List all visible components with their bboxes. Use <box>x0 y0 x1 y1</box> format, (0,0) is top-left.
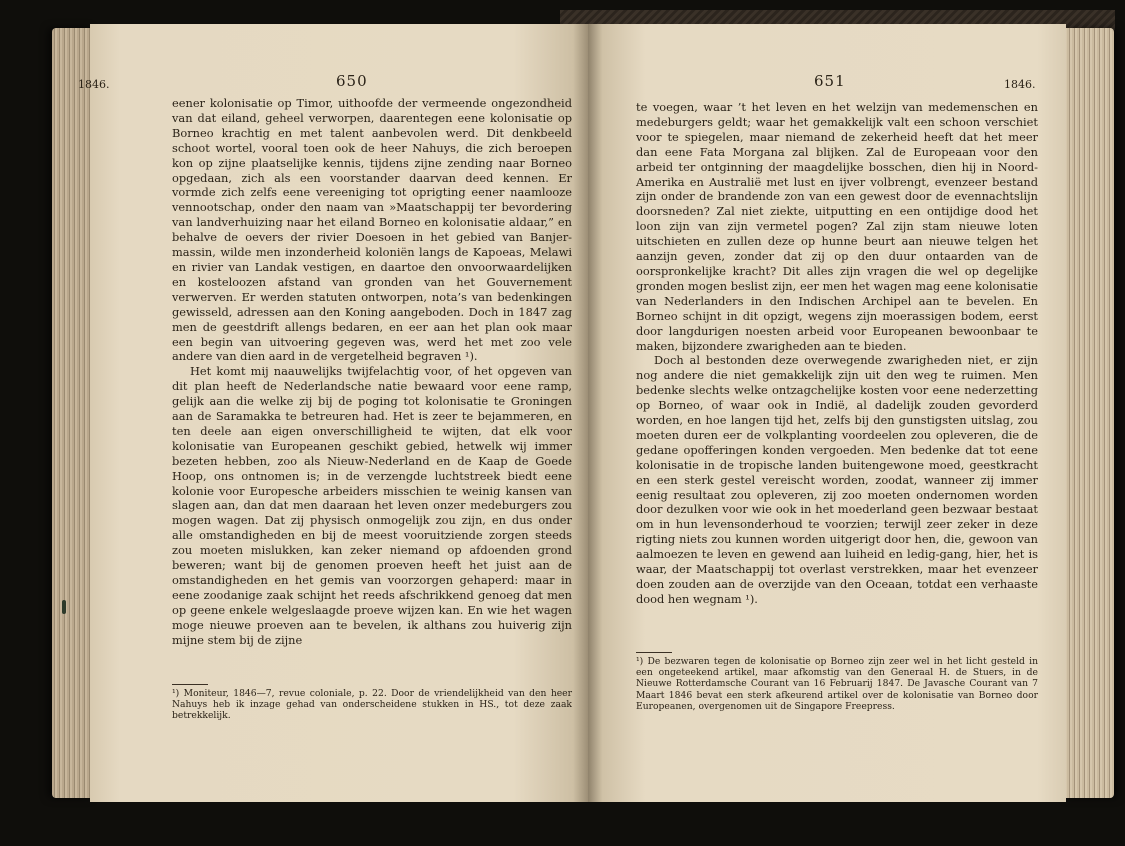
footnote-rule <box>636 652 672 653</box>
footnote: ¹) De bezwaren tegen de kolonisatie op Borneo zijn zeer wel in het licht gesteld in een ongeteekend artikel, maar afkomstig van den Generaal H. de Stuers, in de Nieuwe Rotterdamsche Courant van 16 Februarij 1847. De Javasche Courant van 7 Maart 1846 bevat een sterk afkeurend artikel over de kolonisatie van Borneo door Europeanen, overgenomen uit de Singapore Freepress. <box>636 656 1038 712</box>
margin-year: 1846. <box>1004 78 1036 91</box>
footnote-rule <box>172 684 208 685</box>
footnote: ¹) Moniteur, 1846—7, revue coloniale, p. 22. Door de vriendelijkheid van den heer Nahuys heb ik inzage gehad van onderscheidene stukken in HS., tot deze zaak betrekkelijk. <box>172 688 572 722</box>
paragraph: eener kolonisatie op Timor, uithoofde der vermeende ongezondheid van dat eiland, geheel verworpen, daarentegen eene kolonisatie op Borneo krachtig en met talent aanbevolen werd. Dit denkbeeld schoot wortel, vooral toen ook de heer Nahuys, die zich beroepen kon op zijne plaatselijke kennis, tijdens zijne zending naar Borneo opgedaan, zich als een voorstander daarvan deed kennen. Er vormde zich zelfs eene vereeniging tot oprigting eener naamlooze vennootschap, onder den naam van »Maatschappij ter bevordering van landverhuizing naar het eiland Borneo en kolonisatie aldaar,” en behalve de oevers der rivier Doesoen in het gebied van Banjer-massin, wilde men inzonderheid koloniën langs de Kapoeas, Melawi en rivier van Landak vestigen, en daartoe den onvoorwaardelijken en kosteloozen afstand van gronden van het Gouvernement verwerven. Er werden statuten ontworpen, nota’s van bedenkingen gewisseld, adressen aan den Koning aangeboden. Doch in 1847 zag men de geestdrift allengs bedaren, en eer aan het plan ook maar een begin van uitvoering gegeven was, werd het met zoo vele andere van dien aard in de vergetelheid begraven ¹). <box>172 96 572 364</box>
paragraph: Doch al bestonden deze overwegende zwarigheden niet, er zijn nog andere die niet gemakkelijk zijn uit den weg te ruimen. Men bedenke slechts welke ontzagchelijke kosten voor eene nederzetting op Borneo, of waar ook in Indië, al dadelijk zouden gevorderd worden, en hoe langen tijd het, zelfs bij den gunstigsten uitslag, zou moeten duren eer de volkplanting voordeelen zou opleveren, die de gedane opofferingen konden vergoeden. Men bedenke dat tot eene kolonisatie in de tropische landen buitengewone moed, geestkracht en een sterk gestel vereischt worden, zoodat, wanneer zij immer eenig resultaat zou opleveren, zij zoo moeten ondernomen worden door dezulken voor wie ook in het moederland geen bezwaar bestaat om in hun levensonderhoud te voorzien; terwijl zeer zeker in deze rigting niets zou kunnen worden uitgerigt door hen, die, gewoon van aalmoezen te leven en gewend aan luiheid en ledig-gang, hier, het is waar, der Maatschappij tot overlast verstrekken, maar het evenzeer doen zouden aan de overzijde van den Oceaan, totdat een verhaaste dood hen wegnam ¹). <box>636 353 1038 606</box>
page-number: 651 <box>814 72 846 90</box>
page-number: 650 <box>336 72 368 90</box>
body-text <box>172 96 572 648</box>
page-stain <box>62 600 66 614</box>
right-page-edges <box>1062 28 1114 798</box>
right-page <box>588 24 1066 802</box>
left-page <box>78 24 588 802</box>
paragraph: te voegen, waar ’t het leven en het welzijn van medemenschen en medeburgers geldt; waar het gemakkelijk valt een schoon verschiet voor te spiegelen, maar niemand de zekerheid heeft dat het meer dan eene Fata Morgana zal blijken. Zal de Europeaan voor den arbeid ter ontginning der maagdelijke bosschen, dien hij in Noord-Amerika en Australië met lust en ijver volbrengt, evenzeer bestand zijn onder de brandende zon van een gewest door de evennachtslijn doorsneden? Zal niet ziekte, uitputting en een ontijdige dood het loon zijn van zijn vermetel pogen? Zal zijn stam nieuwe loten uitschieten en zullen deze op hunne beurt aan nieuwe telgen het aanzijn geven, zonder dat zij op den duur ontaarden van de oorspronkelijke kracht? Dit alles zijn vragen die wel op degelijke gronden mogen beslist zijn, eer men het wagen mag eene kolonisatie van Nederlanders in den Indischen Archipel aan te bevelen. En Borneo schijnt in dit opzigt, wegens zijn moerassigen bodem, eerst door langdurigen noesten arbeid voor Europeanen bewoonbaar te maken, bijzondere zwarigheden aan te bieden. <box>636 100 1038 353</box>
body-text <box>636 100 1038 607</box>
margin-year: 1846. <box>78 78 110 91</box>
paragraph: Het komt mij naauwelijks twijfelachtig voor, of het opgeven van dit plan heeft de Nederlandsche natie bewaard voor eene ramp, gelijk aan die welke zij bij de poging tot kolonisatie te Groningen aan de Saramakka te betreuren had. Het is zeer te bejammeren, en ten deele aan eigen onverschilligheid te wijten, dat elk voor kolonisatie van Europeanen geschikt gebied, hetwelk wij immer bezeten hebben, zoo als Nieuw-Nederland en de Kaap de Goede Hoop, ons ontnomen is; in de verzengde luchtstreek biedt eene kolonie voor Europesche arbeiders misschien te weinig kansen van slagen aan, dan dat men daaraan het leven onzer medeburgers zou mogen wagen. Dat zij physisch onmogelijk zou zijn, en dus onder alle omstandigheden en bij de meest vooruitziende zorgen steeds zou moeten mislukken, kan zeker niemand op afdoenden grond beweren; want bij de genomen proeven heeft het juist aan de omstandigheden en het gemis van voorzorgen gehaperd: maar in eene zoodanige zaak schijnt het reeds afschrikkend genoeg dat men op geene enkele welgeslaagde proeve wijzen kan. En wie het wagen moge nieuwe proeven aan te bevelen, ik althans zou huiverig zijn mijne stem bij de zijne <box>172 364 572 647</box>
left-page-edges <box>52 28 94 798</box>
